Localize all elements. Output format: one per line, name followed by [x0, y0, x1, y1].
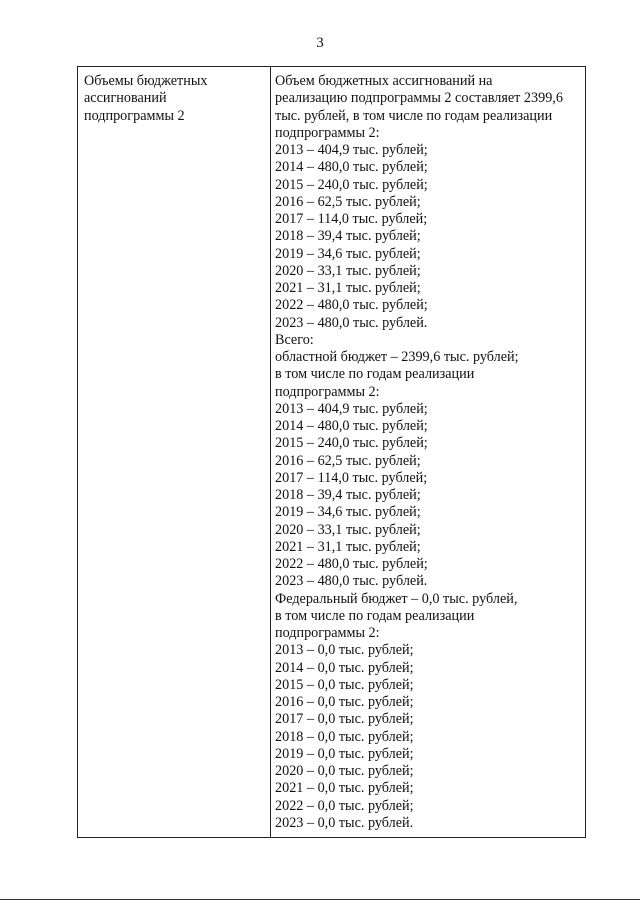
content-line: 2015 – 240,0 тыс. рублей;	[275, 435, 428, 452]
content-line: 2020 – 33,1 тыс. рублей;	[275, 262, 421, 279]
content-line: 2017 – 114,0 тыс. рублей;	[275, 469, 428, 486]
content-line: 2023 – 480,0 тыс. рублей.	[275, 314, 428, 331]
content-line: в том числе по годам реализации	[275, 607, 475, 624]
content-line: 2013 – 404,9 тыс. рублей;	[275, 400, 428, 417]
content-line: 2016 – 62,5 тыс. рублей;	[275, 193, 421, 210]
content-line: 2018 – 0,0 тыс. рублей;	[275, 728, 414, 745]
content-line: 2017 – 114,0 тыс. рублей;	[275, 211, 428, 227]
content-line: 2022 – 480,0 тыс. рублей;	[275, 556, 428, 572]
content-line: 2021 – 31,1 тыс. рублей;	[275, 280, 421, 296]
content-line: в том числе по годам реализации	[275, 366, 475, 383]
content-line: 2015 – 0,0 тыс. рублей;	[275, 676, 414, 693]
content-line: подпрограммы 2:	[275, 383, 380, 400]
content-line: Федеральный бюджет – 0,0 тыс. рублей,	[275, 590, 518, 607]
content-line: 2021 – 0,0 тыс. рублей;	[275, 780, 414, 797]
content-line: Объем бюджетных ассигнований на	[275, 73, 493, 89]
content-line: Всего:	[275, 331, 314, 348]
table-label-cell	[78, 67, 271, 837]
content-line: реализацию подпрограммы 2 составляет 2399,6	[275, 90, 563, 107]
content-line: 2021 – 31,1 тыс. рублей;	[275, 538, 421, 555]
content-line: 2013 – 0,0 тыс. рублей;	[275, 642, 414, 659]
content-line: 2014 – 480,0 тыс. рублей;	[275, 418, 428, 434]
budget-allocation-table	[77, 66, 586, 838]
content-line: областной бюджет – 2399,6 тыс. рублей;	[275, 349, 519, 365]
content-line: тыс. рублей, в том числе по годам реализации	[275, 107, 553, 124]
content-line: подпрограммы 2:	[275, 124, 380, 141]
content-line: 2022 – 0,0 тыс. рублей;	[275, 797, 414, 814]
content-line: подпрограммы 2:	[275, 625, 380, 641]
content-line: 2018 – 39,4 тыс. рублей;	[275, 487, 421, 503]
content-line: 2016 – 0,0 тыс. рублей;	[275, 694, 414, 710]
label-line: Объемы бюджетных	[84, 73, 208, 89]
content-line: 2017 – 0,0 тыс. рублей;	[275, 711, 414, 728]
content-line: 2019 – 34,6 тыс. рублей;	[275, 504, 421, 521]
content-line: 2014 – 0,0 тыс. рублей;	[275, 659, 414, 676]
content-line: 2016 – 62,5 тыс. рублей;	[275, 452, 421, 469]
content-line: 2023 – 0,0 тыс. рублей.	[275, 814, 414, 831]
content-line: 2020 – 0,0 тыс. рублей;	[275, 763, 414, 779]
content-line: 2013 – 404,9 тыс. рублей;	[275, 142, 428, 158]
content-line: 2018 – 39,4 тыс. рублей;	[275, 228, 421, 245]
content-line: 2019 – 0,0 тыс. рублей;	[275, 745, 414, 762]
content-line: 2020 – 33,1 тыс. рублей;	[275, 521, 421, 538]
page-number: 3	[316, 35, 324, 51]
label-line: подпрограммы 2	[84, 107, 185, 124]
content-line: 2019 – 34,6 тыс. рублей;	[275, 245, 421, 262]
table-content-cell	[271, 67, 585, 837]
label-line: ассигнований	[84, 90, 167, 107]
page-bottom-rule	[0, 899, 640, 900]
content-line: 2015 – 240,0 тыс. рублей;	[275, 176, 428, 193]
content-line: 2014 – 480,0 тыс. рублей;	[275, 159, 428, 176]
content-line: 2022 – 480,0 тыс. рублей;	[275, 297, 428, 314]
content-line: 2023 – 480,0 тыс. рублей.	[275, 573, 428, 590]
